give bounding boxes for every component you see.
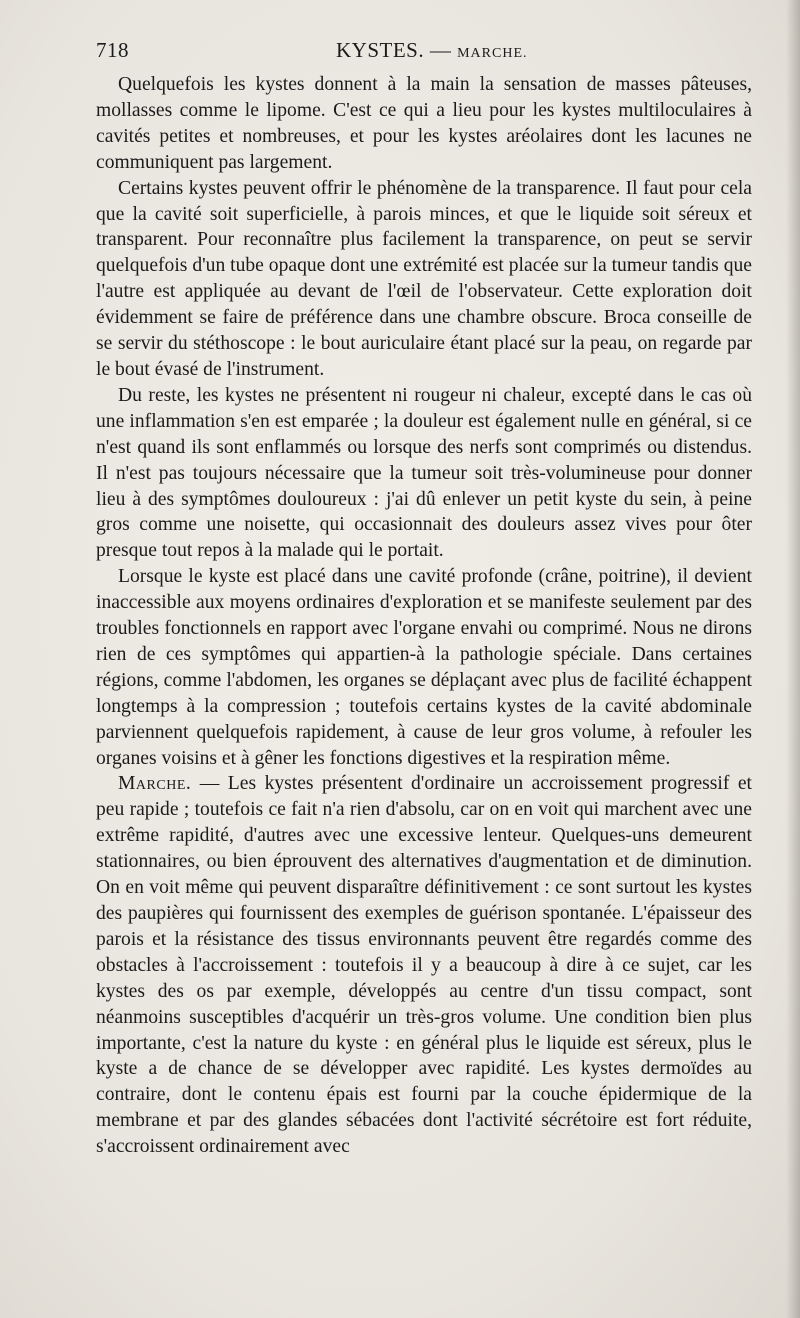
body-text bbox=[96, 72, 752, 1160]
running-header bbox=[96, 38, 748, 68]
page-edge-shadow bbox=[786, 0, 800, 1318]
running-title bbox=[336, 38, 528, 63]
running-title-section: MARCHE. bbox=[457, 46, 528, 61]
paragraph-transparence: Certains kystes peuvent offrir le phénomène de la transparence. Il faut pour cela que la cavité soit superficielle, à parois minces, et que le liquide soit séreux et transparent. Pour reconnaître plus facilement la transparence, on peut se servir quelquefois d'un tube opaque dont une extrémité est placée sur la tumeur tandis que l'autre est appliquée au devant de l'œil de l'observateur. Cette exploration doit évidemment se faire de préférence dans une chambre obscure. Broca conseille de se servir du stéthoscope : le bout auriculaire étant placé sur la peau, on regarde par le bout évasé de l'instrument. bbox=[96, 177, 752, 380]
paragraph-masses-pateuses: Quelquefois les kystes donnent à la main la sensation de masses pâteuses, mollasses comme le lipome. C'est ce qui a lieu pour les kystes multiloculaires à cavités petites et nombreuses, et pour les kystes aréolaires dont les lacunes ne communiquent pas largement. bbox=[96, 74, 752, 173]
paragraph-marche-text: — Les kystes présentent d'ordinaire un accroissement progressif et peu rapide ; toutefois ce fait n'a rien d'absolu, car on en voit qui marchent avec une extrême rapidité, d'autres avec une excessive lenteur. Quelques-uns demeurent stationnaires, ou bien éprouvent des alternatives d'augmentation et de diminution. On en voit même qui peuvent disparaître définitivement : ce sont surtout les kystes des paupières qui fournissent des exemples de guérison spontanée. L'épaisseur des parois et la résistance des tissus environnants peuvent être regardés comme des obstacles à l'accroissement : toutefois il y a beaucoup à dire à ce sujet, car les kystes des os par exemple, développés au centre d'un tissu compact, sont néanmoins susceptibles d'acquérir un très-gros volume. Une condition bien plus importante, c'est la nature du kyste : en général plus le liquide est séreux, plus le kyste a de chance de se développer avec rapidité. Les kystes dermoïdes au contraire, dont le contenu épais est fourni par la couche épidermique de la membrane et par des glandes sébacées dont l'activité sécrétoire est fort réduite, s'accroissent ordinairement avec bbox=[96, 773, 752, 1158]
paragraph-marche bbox=[96, 771, 752, 1160]
paragraph-cavite-profonde: Lorsque le kyste est placé dans une cavité profonde (crâne, poitrine), il devient inaccessible aux moyens ordinaires d'exploration et se manifeste seulement par des troubles fonctionnels en rapport avec l'organe envahi ou comprimé. Nous ne dirons rien de ces symptômes qui appartien-à la pathologie spéciale. Dans certaines régions, comme l'abdomen, les organes se déplaçant avec plus de facilité échappent longtemps à la compression ; toutefois certains kystes de la cavité abdominale parviennent quelquefois rapidement, à cause de leur gros volume, à refouler les organes voisins et à gêner les fonctions digestives et la respiration même. bbox=[96, 566, 752, 769]
running-title-separator: — bbox=[424, 38, 458, 62]
section-heading-marche: Marche. bbox=[118, 773, 192, 795]
paragraph-rougeur-chaleur: Du reste, les kystes ne présentent ni rougeur ni chaleur, excepté dans le cas où une inflammation s'en est emparée ; la douleur est également nulle en général, si ce n'est quand ils sont enflammés ou lorsque des nerfs sont comprimés ou distendus. Il n'est pas toujours nécessaire que la tumeur soit très-volumineuse pour donner lieu à des symptômes douloureux : j'ai dû enlever un petit kyste du sein, à peine gros comme une noisette, qui occasionnait des douleurs assez vives pour ôter presque tout repos à la malade qui le portait. bbox=[96, 384, 752, 562]
page-number: 718 bbox=[96, 38, 129, 62]
running-title-main: KYSTES. bbox=[336, 38, 425, 62]
